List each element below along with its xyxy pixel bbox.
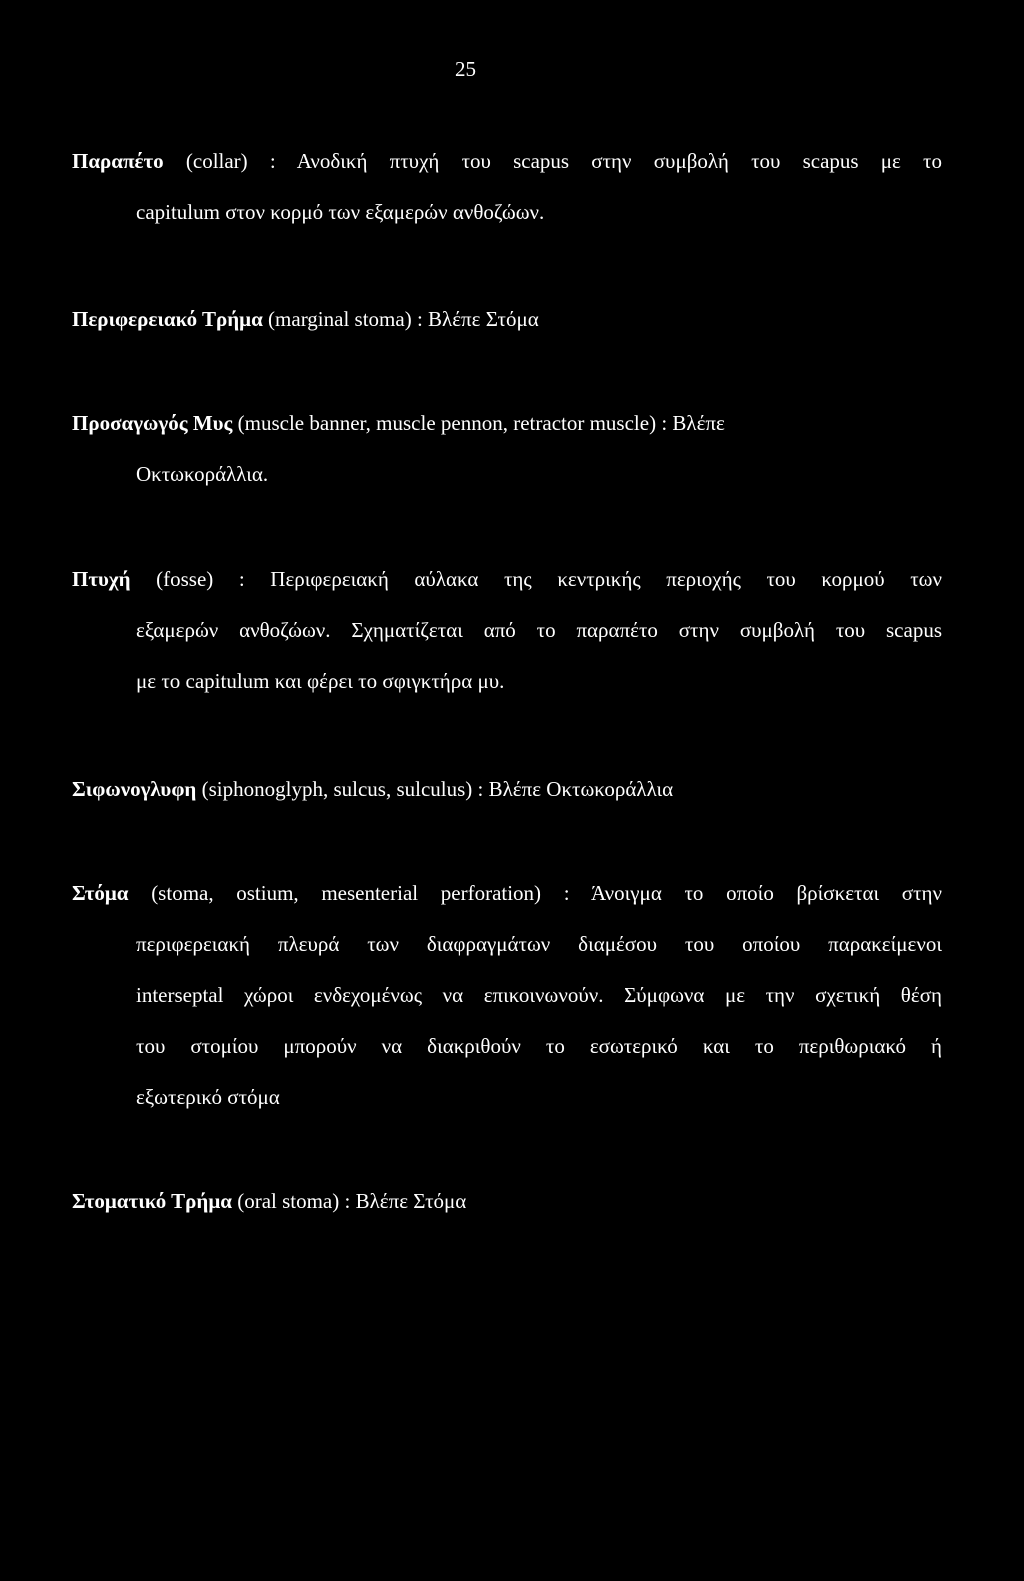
entry-definition: (marginal stoma) : Βλέπε Στόμα [268,307,539,331]
page-number: 25 [455,57,476,81]
glossary-entry-marginal-stoma [72,294,942,345]
glossary-entry-siphonoglyph [72,764,942,815]
entry-definition: (fosse) : Περιφερειακή αύλακα της κεντρικής περιοχής του κορμού των [156,567,943,591]
entry-first-line [72,554,942,605]
entry-first-line [72,294,942,345]
glossary-entry-retractor-muscle [72,398,942,500]
entry-term: Στόμα [72,881,129,905]
entry-continuation-line: του στομίου μπορούν να διακριθούν το εσωτερικό και το περιθωριακό ή [136,1034,942,1058]
glossary-entry-fosse [72,554,942,707]
entry-continuation-line: Οκτωκοράλλια. [136,462,269,486]
entry-continuation-line: interseptal χώροι ενδεχομένως να επικοινωνούν. Σύμφωνα με την σχετική θέση [136,983,942,1007]
entry-continuation-line: capitulum στον κορμό των εξαμερών ανθοζώων. [136,200,545,224]
entry-term: Σιφωνογλυφη [72,777,197,801]
glossary-entry-oral-stoma [72,1176,942,1227]
entry-continuation-line: εξωτερικό στόμα [136,1085,280,1109]
entry-continuation-line: με το capitulum και φέρει το σφιγκτήρα μυ. [136,669,505,693]
entry-term: Περιφερειακό Τρήμα [72,307,263,331]
glossary-entry-stoma [72,868,942,1123]
entry-first-line [72,136,942,187]
entry-first-line [72,1176,942,1227]
entry-term: Προσαγωγός Μυς [72,411,233,435]
entry-definition: (oral stoma) : Βλέπε Στόμα [237,1189,467,1213]
entry-continuation-line: περιφερειακή πλευρά των διαφραγμάτων διαμέσου του οποίου παρακείμενοι [136,932,942,956]
entry-definition: (muscle banner, muscle pennon, retractor muscle) : Βλέπε [237,411,725,435]
entry-term: Παραπέτο [72,149,164,173]
entry-first-line [72,398,942,449]
entry-first-line [72,764,942,815]
entry-term: Πτυχή [72,567,131,591]
entry-continuation-line: εξαμερών ανθοζώων. Σχηματίζεται από το παραπέτο στην συμβολή του scapus [136,618,942,642]
entry-definition: (collar) : Ανοδική πτυχή του scapus στην συμβολή του scapus με το [185,149,942,173]
glossary-entry-collar [72,136,942,238]
entry-definition: (stoma, ostium, mesenterial perforation) : Άνοιγμα το οποίο βρίσκεται στην [151,881,942,905]
entry-term: Στοματικό Τρήμα [72,1189,232,1213]
entry-first-line [72,868,942,919]
entry-definition: (siphonoglyph, sulcus, sulculus) : Βλέπε Οκτωκοράλλια [201,777,674,801]
